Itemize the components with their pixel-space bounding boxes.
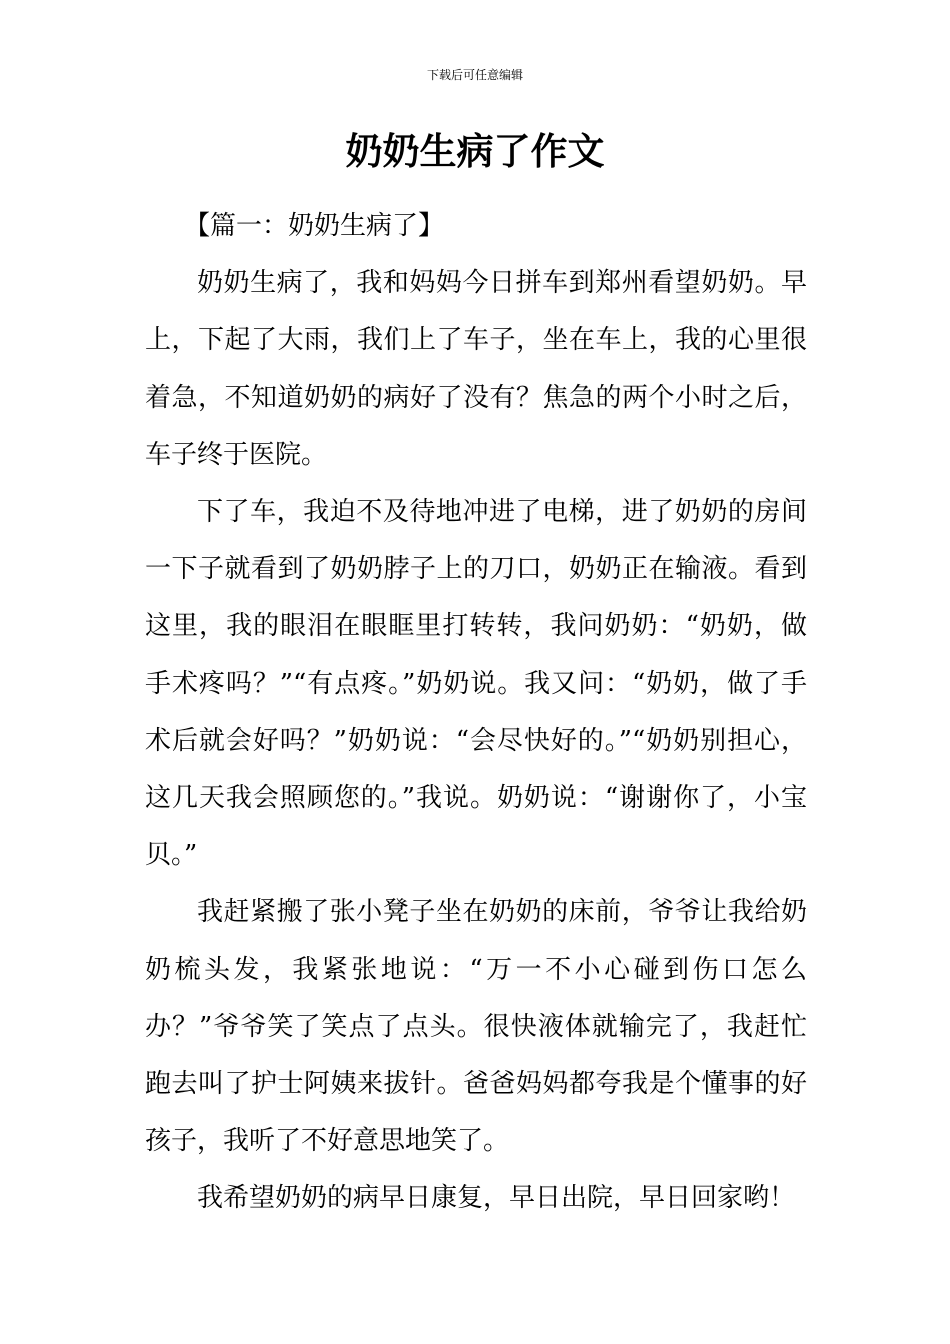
paragraph-1: 奶奶生病了，我和妈妈今日拼车到郑州看望奶奶。早上，下起了大雨，我们上了车子，坐在车上，我的心里很着急，不知道奶奶的病好了没有？焦急的两个小时之后，车子终于医院。: [145, 268, 807, 470]
section-heading: 【篇一：奶奶生病了】: [184, 211, 445, 241]
paragraph-2: 下了车，我迫不及待地冲进了电梯，进了奶奶的房间一下子就看到了奶奶脖子上的刀口，奶奶正在输液。看到这里，我的眼泪在眼眶里打转转，我问奶奶：“奶奶，做手术疼吗？”“有点疼。”奶奶说。我又问：“奶奶，做了手术后就会好吗？”奶奶说：“会尽快好的。”“奶奶别担心，这几天我会照顾您的。”我说。奶奶说：“谢谢你了，小宝贝。”: [145, 497, 807, 871]
paragraph-3: 我赶紧搬了张小凳子坐在奶奶的床前，爷爷让我给奶奶梳头发，我紧张地说：“万一不小心碰到伤口怎么办？”爷爷笑了笑点了点头。很快液体就输完了，我赶忙跑去叫了护士阿姨来拔针。爸爸妈妈都夸我是个懂事的好孩子，我听了不好意思地笑了。: [145, 897, 807, 1157]
header-note: 下载后可任意编辑: [426, 68, 523, 82]
paragraph-4: 我希望奶奶的病早日康复，早日出院，早日回家哟！: [197, 1183, 796, 1214]
document-body: [145, 198, 807, 1228]
document-title: 奶奶生病了作文: [345, 130, 605, 173]
